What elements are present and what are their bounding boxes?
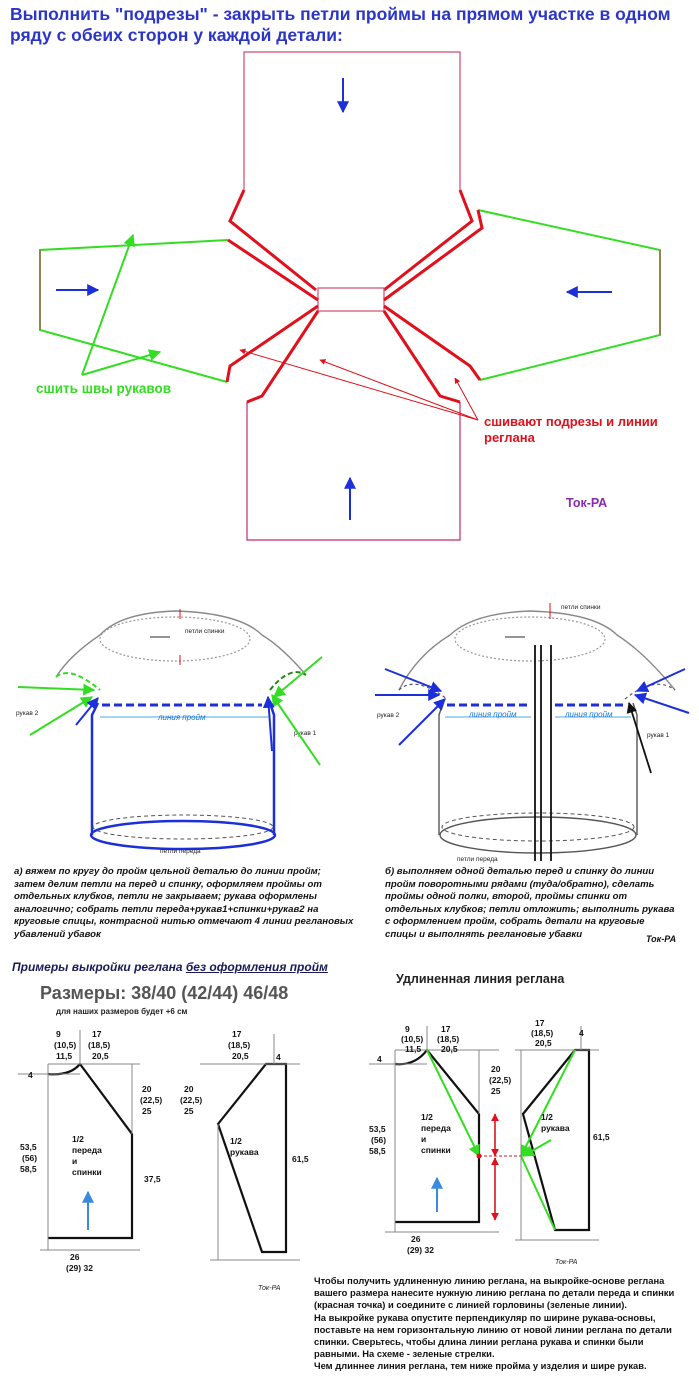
m-bottom-1: 26 bbox=[70, 1252, 80, 1262]
red-pointer-2 bbox=[240, 350, 478, 420]
m-side2: 37,5 bbox=[144, 1174, 161, 1184]
r-m-side-2: (56) bbox=[371, 1135, 387, 1145]
m-side-1: 53,5 bbox=[20, 1142, 37, 1152]
sleeve2-label: рукав 2 bbox=[16, 710, 39, 717]
sew-raglan-label-2: реглана bbox=[484, 430, 535, 445]
armhole-line-label-b1: линия пройм bbox=[469, 710, 517, 719]
raglan-pattern-basic bbox=[0, 1020, 345, 1300]
back-loops-label-b: петли спинки bbox=[561, 604, 601, 611]
r-m-side-3: 58,5 bbox=[369, 1146, 386, 1156]
r-s-top-2: (18,5) bbox=[531, 1028, 554, 1038]
body-label-3: и bbox=[72, 1156, 78, 1166]
r-sleeve-label-1: 1/2 bbox=[541, 1112, 553, 1122]
s-raglan-1: 20 bbox=[184, 1084, 194, 1094]
m-side-2: (56) bbox=[22, 1153, 38, 1163]
s-length: 61,5 bbox=[292, 1154, 309, 1164]
armhole-line-label-b2: линия пройм bbox=[565, 710, 613, 719]
r-m-bottom-2: (29) 32 bbox=[407, 1245, 434, 1255]
red-pointer-1 bbox=[320, 360, 478, 420]
sweater-diagram-b bbox=[355, 595, 699, 870]
body-label-1: 1/2 bbox=[72, 1134, 84, 1144]
right-sleeve-raglan bbox=[384, 210, 482, 380]
front-loops-label-b: петли переда bbox=[457, 856, 498, 863]
sleeve-label-1: 1/2 bbox=[230, 1136, 242, 1146]
s-raglan-2: (22,5) bbox=[180, 1095, 203, 1105]
front-panel bbox=[247, 402, 460, 540]
r-m-top-1: 9 bbox=[405, 1024, 410, 1034]
r-m-top-2: (10,5) bbox=[401, 1034, 424, 1044]
back-panel-raglan-right bbox=[384, 190, 472, 290]
left-sleeve-raglan bbox=[227, 240, 318, 382]
r-m-top2-1: 17 bbox=[441, 1024, 451, 1034]
credit-b: Ток-РА bbox=[646, 934, 677, 944]
raglan-pattern-extended bbox=[345, 1020, 699, 1275]
r-s-cuff: 4 bbox=[579, 1028, 584, 1038]
extended-raglan-heading: Удлиненная линия реглана bbox=[396, 972, 565, 986]
s-top-1: 17 bbox=[232, 1029, 242, 1039]
sleeve2-label-b: рукав 2 bbox=[377, 712, 400, 719]
sew-sleeves-label: сшить швы рукавов bbox=[36, 381, 172, 396]
s-raglan-3: 25 bbox=[184, 1106, 194, 1116]
r-m-raglan-1: 20 bbox=[491, 1064, 501, 1074]
r-m-top2-2: (18,5) bbox=[437, 1034, 460, 1044]
m-top2-2: (18,5) bbox=[88, 1040, 111, 1050]
raglan-assembly-diagram bbox=[0, 40, 699, 560]
m-side-3: 58,5 bbox=[20, 1164, 37, 1174]
sweater-diagram-a bbox=[0, 595, 345, 870]
r-m-bottom-1: 26 bbox=[411, 1234, 421, 1244]
r-body-label-1: 1/2 bbox=[421, 1112, 433, 1122]
m-top2-3: 20,5 bbox=[92, 1051, 109, 1061]
armhole-line-label: линия пройм bbox=[158, 713, 206, 722]
r-s-top-3: 20,5 bbox=[535, 1038, 552, 1048]
r-m-top2-3: 20,5 bbox=[441, 1044, 458, 1054]
s-top-2: (18,5) bbox=[228, 1040, 251, 1050]
body-label-4: спинки bbox=[72, 1167, 102, 1177]
caption-a: а) вяжем по кругу до пройм цельной деталью до линии пройм; затем делим петли на перед и спинку, оформляем проймы от отдельных клубков, петли не закрываем; рукава оформлены аналогично; собрать петли переда+рукав1+спинки+рукав2 на круговые спицы, контрасной нитью отмечают 4 линии реглановых убавлений убавок bbox=[14, 866, 354, 940]
neck-opening bbox=[318, 288, 384, 311]
s-top-3: 20,5 bbox=[232, 1051, 249, 1061]
r-sleeve-label-2: рукава bbox=[541, 1123, 570, 1133]
right-sleeve bbox=[478, 210, 660, 380]
front-loops-label: петли переда bbox=[160, 848, 201, 855]
m-top-1: 9 bbox=[56, 1029, 61, 1039]
r-body-label-2: переда bbox=[421, 1123, 451, 1133]
front-panel-raglan-left bbox=[247, 311, 318, 402]
r-m-top-3: 11,5 bbox=[405, 1044, 422, 1054]
r-m-neck: 4 bbox=[377, 1054, 382, 1064]
r-s-top-1: 17 bbox=[535, 1020, 545, 1028]
sleeve1-label: рукав 1 bbox=[294, 730, 317, 737]
m-raglan-1: 20 bbox=[142, 1084, 152, 1094]
sleeve-label-2: рукава bbox=[230, 1147, 259, 1157]
s-cuff: 4 bbox=[276, 1052, 281, 1062]
r-m-raglan-2: (22,5) bbox=[489, 1075, 512, 1085]
credit-br: Ток-РА bbox=[555, 1259, 578, 1266]
sizes-label: Размеры: 38/40 (42/44) 46/48 bbox=[40, 983, 289, 1003]
r-body-label-3: и bbox=[421, 1134, 427, 1144]
sew-raglan-label-1: сшивают подрезы и линии bbox=[484, 414, 658, 429]
back-loops-label: петли спинки bbox=[185, 628, 225, 635]
m-top-2: (10,5) bbox=[54, 1040, 77, 1050]
r-m-side-1: 53,5 bbox=[369, 1124, 386, 1134]
credit-label: Ток-РА bbox=[566, 496, 608, 510]
back-panel bbox=[244, 52, 460, 190]
m-top-3: 11,5 bbox=[56, 1051, 73, 1061]
red-pointer-3 bbox=[455, 378, 478, 420]
page-title: Выполнить "подрезы" - закрыть петли проймы на прямом участке в одном ряду с обеих сторон у каждой детали: bbox=[10, 4, 671, 45]
m-raglan-3: 25 bbox=[142, 1106, 152, 1116]
r-m-raglan-3: 25 bbox=[491, 1086, 501, 1096]
sleeve1-label-b: рукав 1 bbox=[647, 732, 670, 739]
green-pointer-2 bbox=[82, 352, 160, 375]
body-label-2: переда bbox=[72, 1145, 102, 1155]
sizes-note: для наших размеров будет +6 см bbox=[56, 1007, 188, 1016]
r-body-label-4: спинки bbox=[421, 1145, 451, 1155]
extended-raglan-note: Чтобы получить удлиненную линию реглана, на выкройке-основе реглана вашего размера нанесите нужную линию реглана по детали переда и спинки (красная точка) и соедините с линией горловины (зеленые линии). На выкройке рукава опустите перпендикуляр по ширине рукава-основы, поставьте на нем горизонтальную линию от новой линии реглана по детали спинки. Сверьтесь, чтобы длина линии реглана рукава и спинки были равными. На схеме - зеленые стрелки. Чем длиннее линия реглана, тем ниже пройма у изделия и шире рукав. bbox=[314, 1275, 675, 1372]
m-bottom-2: (29) 32 bbox=[66, 1263, 93, 1273]
credit-bl: Ток-РА bbox=[258, 1285, 281, 1292]
pattern-heading: Примеры выкройки реглана без оформления пройм bbox=[12, 960, 328, 974]
m-top2-1: 17 bbox=[92, 1029, 102, 1039]
m-neck: 4 bbox=[28, 1070, 33, 1080]
r-s-length: 61,5 bbox=[593, 1132, 610, 1142]
m-raglan-2: (22,5) bbox=[140, 1095, 163, 1105]
caption-b: б) выполняем одной деталью перед и спинку до линии пройм поворотными рядами (туда/обратно), сделать проймы одной полки, второй, проймы спинки от отдельных клубков; петли отложить; выполнить рукава с оформлением пройм, собрать детали на круговые спицы и выполнять реглановые убавки bbox=[385, 866, 675, 940]
back-panel-raglan-left bbox=[230, 190, 316, 290]
